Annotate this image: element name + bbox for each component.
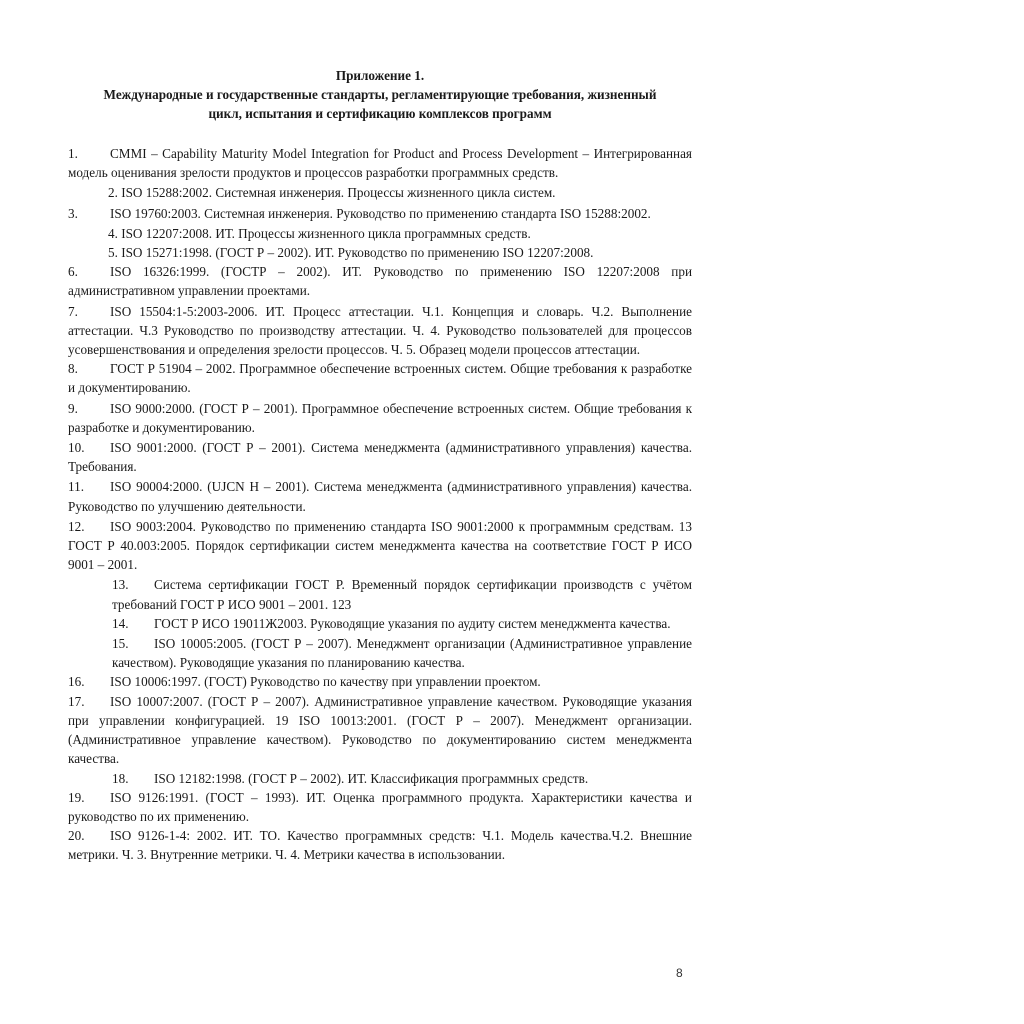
list-item: [68, 438, 692, 476]
item-text: ISO 10007:2007. (ГОСТ Р – 2007). Административное управление качеством. Руководящие указания при управлении конфигурацией. 19 ISO 10013:2001. (ГОСТ Р – 2007). Менеджмент организации. (Административное управление качеством). Руководство по документированию систем менеджмента качества.: [68, 693, 692, 767]
item-text: ISO 10006:1997. (ГОСТ) Руководство по качеству при управлении проектом.: [110, 674, 541, 690]
item-text: CMMI – Capability Maturity Model Integration for Product and Process Development – Интегрированная модель оценивания зрелости продуктов и процессов разработки программных средств.: [68, 146, 692, 181]
item-number: 4.: [108, 225, 118, 241]
item-number: 1.: [68, 146, 78, 161]
item-text: Система сертификации ГОСТ Р. Временный порядок сертификации производств с учётом требований ГОСТ Р ИСО 9001 – 2001. 123: [112, 577, 692, 612]
item-number: 13.: [112, 577, 129, 593]
list-item: [68, 788, 692, 826]
page-number: 8: [676, 966, 683, 980]
item-number: 15.: [112, 636, 129, 652]
list-item: [68, 634, 692, 672]
item-text: ISO 12182:1998. (ГОСТ Р – 2002). ИТ. Классификация программных средств.: [154, 770, 589, 786]
item-text: ISO 90004:2000. (UJCN H – 2001). Система менеджмента (административного управления) качества. Руководство по улучшению деятельности.: [68, 479, 692, 514]
list-item: [68, 575, 692, 613]
item-text: ISO 16326:1999. (ГОСТР – 2002). ИТ. Руководство по применению ISO 12207:2008 при административном управлении проектами.: [68, 264, 692, 299]
appendix-title: [68, 66, 692, 123]
list-item: [68, 692, 692, 769]
list-item: [68, 204, 692, 223]
list-item: [68, 144, 692, 182]
item-number: 19.: [68, 789, 85, 805]
list-item: [68, 243, 692, 262]
item-number: 7.: [68, 303, 78, 319]
item-text: ISO 9001:2000. (ГОСТ Р – 2001). Система менеджмента (административного управления) качества. Требования.: [68, 440, 692, 475]
item-text: ISO 19760:2003. Системная инженерия. Руководство по применению стандарта ISO 15288:2002.: [110, 205, 651, 221]
list-item: [68, 224, 692, 243]
list-item: [68, 614, 692, 633]
list-item: [68, 262, 692, 300]
list-item: [68, 183, 692, 202]
item-number: 11.: [68, 479, 84, 495]
item-number: 5.: [108, 245, 118, 261]
item-number: 14.: [112, 615, 129, 631]
item-text: ISO 15288:2002. Системная инженерия. Процессы жизненного цикла систем.: [121, 185, 556, 201]
standards-list: [68, 144, 692, 865]
item-number: 17.: [68, 693, 85, 709]
list-item: [68, 769, 692, 788]
item-number: 10.: [68, 440, 85, 456]
title-line-3: цикл, испытания и сертификацию комплексов программ: [208, 106, 552, 121]
item-text: ISO 9126:1991. (ГОСТ – 1993). ИТ. Оценка программного продукта. Характеристики качества и руководство по их применению.: [68, 789, 692, 824]
item-number: 6.: [68, 264, 78, 280]
list-item: [68, 359, 692, 397]
item-number: 3.: [68, 205, 78, 221]
list-item: [68, 826, 692, 864]
list-item: [68, 477, 692, 515]
list-item: [68, 672, 692, 691]
item-number: 16.: [68, 674, 85, 690]
item-number: 2.: [108, 185, 118, 201]
item-text: ISO 12207:2008. ИТ. Процессы жизненного цикла программных средств.: [121, 225, 531, 241]
item-number: 12.: [68, 518, 85, 534]
item-text: ISO 15504:1-5:2003-2006. ИТ. Процесс аттестации. Ч.1. Концепция и словарь. Ч.2. Выполнение аттестации. Ч.3 Руководство по производству аттестации. Ч. 4. Руководство пользователей для процессов усовершенствования и определения зрелости процессов. Ч. 5. Образец модели процессов аттестации.: [68, 303, 692, 358]
item-number: 9.: [68, 400, 78, 416]
item-text: ISO 9003:2004. Руководство по применению стандарта ISO 9001:2000 к программным средствам. 13 ГОСТ Р 40.003:2005. Порядок сертификации систем менеджмента качества на соответствие ГОСТ Р ИСО 9001 – 2001.: [68, 518, 692, 573]
title-line-2: Международные и государственные стандарты, регламентирующие требования, жизненный: [103, 87, 657, 102]
list-item: [68, 302, 692, 360]
item-number: 20.: [68, 828, 85, 844]
item-text: ISO 10005:2005. (ГОСТ Р – 2007). Менеджмент организации (Административное управление качеством). Руководящие указания по планированию качества.: [112, 636, 692, 671]
item-text: ISO 15271:1998. (ГОСТ Р – 2002). ИТ. Руководство по применению ISO 12207:2008.: [121, 245, 594, 261]
item-text: ГОСТ Р 51904 – 2002. Программное обеспечение встроенных систем. Общие требования к разработке и документированию.: [68, 361, 692, 396]
list-item: [68, 517, 692, 575]
list-item: [68, 399, 692, 437]
item-text: ГОСТ Р ИСО 19011Ж2003. Руководящие указания по аудиту систем менеджмента качества.: [154, 615, 671, 631]
item-number: 8.: [68, 361, 78, 377]
item-number: 18.: [112, 770, 129, 786]
item-text: ISO 9126-1-4: 2002. ИТ. ТО. Качество программных средств: Ч.1. Модель качества.Ч.2. Внешние метрики. Ч. 3. Внутренние метрики. Ч. 4. Метрики качества в использовании.: [68, 828, 692, 863]
title-line-1: Приложение 1.: [335, 68, 425, 83]
item-text: ISO 9000:2000. (ГОСТ Р – 2001). Программное обеспечение встроенных систем. Общие требования к разработке и документированию.: [68, 400, 692, 435]
